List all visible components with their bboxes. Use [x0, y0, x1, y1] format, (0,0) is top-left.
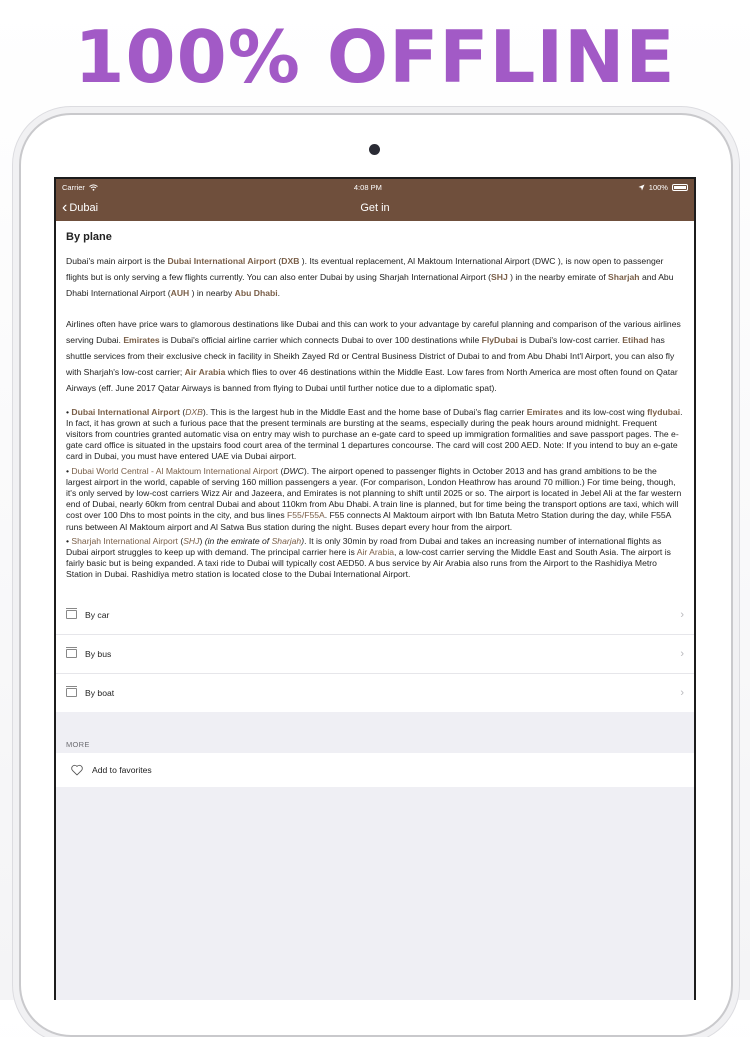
top-bar [56, 179, 694, 221]
navigation-bar [56, 195, 694, 221]
article-content [56, 221, 694, 596]
link-flydubai[interactable]: flydubai [647, 406, 681, 417]
link-sharjah[interactable]: Sharjah [271, 535, 302, 546]
battery-percent: 100% [648, 182, 668, 192]
text-run: which flies to over 46 destinations within the Middle East. Low fares from North America are most often found on Qatar Airways (eff. June 2017 Qatar Airways is banned from flying to Dubai until further notice due to a diplomatic spat). [66, 367, 678, 394]
section-row-by-boat[interactable] [56, 673, 694, 712]
italic-run: (in the emirate of [204, 535, 272, 546]
link-emirates[interactable]: Emirates [123, 334, 160, 345]
text-run: Airlines often have price wars to glamorous destinations like Dubai and this can work to your advantage by careful planning and comparison of the various airlines serving Dubai. [66, 318, 681, 345]
airport-list [66, 407, 684, 581]
section-row-label: By car [85, 609, 110, 620]
add-to-favorites-label: Add to favorites [92, 764, 152, 775]
nav-title: Get in [360, 202, 390, 214]
link-shj[interactable]: SHJ [183, 535, 200, 546]
promo-headline: 100% OFFLINE [74, 15, 676, 99]
link-sharjah-international-airport[interactable]: Sharjah International Airport [71, 535, 178, 546]
link-shj[interactable]: SHJ [491, 272, 508, 283]
chevron-right-icon: › [680, 686, 684, 699]
text-run: is Dubai's official airline carrier which connects Dubai to over 100 destinations while [159, 334, 482, 345]
text-run: ) in the nearby emirate of [507, 272, 609, 283]
text-run: has shuttle services from their exclusive check in facility in Sheikh Zayed Rd or Central Business District of Dubai to and from Abu Dhabi Int'l Airport, you can also fly with Sharjah's low-cost carrier; [66, 334, 675, 378]
text-run: ). The airport opened to passenger flights in October 2013 and has grand ambitions to be the largest airport in the world, capable of serving 160 million passengers a year. (For comparison, London Heathrow has around 70 million.) For time being, though, it's only served by low-cost carriers Wizz Air and Jazeera, and Emirates is not planning to shift until 2025 or so. The airport is located in Jebel Ali at the far western end of Dubai, nearly 60km from central Dubai and about 110km from Abu Dhabi. A train line is planned, but for time being the transport options are taxi, which will cost over 100 Dhs to most points in the city, and bus lines [66, 465, 682, 521]
link-dubai-international-airport[interactable]: Dubai International Airport [71, 406, 180, 417]
text-run: is Dubai's low-cost carrier. [517, 334, 623, 345]
book-icon [66, 610, 77, 619]
link-dxb[interactable]: DXB [281, 256, 300, 266]
text-run: . It is only 30min by road from Dubai and takes an increasing number of international flights as Dubai airport struggles to keep up with demand. The principal carrier here is [66, 535, 662, 558]
link-dubai-international-airport[interactable]: Dubai International Airport [167, 256, 277, 266]
text-run: ) in nearby [189, 288, 235, 299]
list-item [66, 536, 684, 581]
status-time: 4:08 PM [353, 182, 382, 192]
section-list [56, 596, 694, 712]
link-f55-bus[interactable]: F55/F55A [287, 510, 325, 521]
list-item [66, 407, 684, 463]
add-to-favorites-button[interactable] [56, 753, 694, 787]
paragraph-airlines [66, 316, 684, 397]
link-dxb[interactable]: DXB [185, 406, 203, 417]
link-etihad[interactable]: Etihad [622, 334, 649, 345]
text-run: ). Its eventual replacement, Al Maktoum International Airport (DWC ), is now open to passenger flights but is only serving a few flights currently. You can also enter Dubai by using Sharjah International Airport ( [66, 256, 664, 283]
status-bar [56, 179, 694, 195]
section-row-by-bus[interactable] [56, 634, 694, 673]
link-abu-dhabi[interactable]: Abu Dhabi [234, 288, 278, 299]
section-row-label: By bus [85, 648, 112, 659]
text-run: ( [177, 535, 184, 546]
italic-run: DWC [283, 465, 304, 476]
link-auh[interactable]: AUH [170, 288, 190, 299]
heart-icon [70, 764, 84, 776]
text-run: . In fact, it has grown at such a furious pace that the present terminals are bursting at the seams, especially during the peak hours around midnight. Frequent visitors from countries granted automatic visa on entry may wish to purchase an e-gate card to speed up immigration formalities and save passport pages. The e-gate card office is situated in the upstairs food court area of the terminal 1 departures concourse. The card will cost 200 AED. Note: If you intend to buy an e-gate card in Dubai, you must have entered UAE via Dubai airport. [66, 406, 683, 462]
text-run: and Abu Dhabi International Airport ( [66, 272, 674, 299]
chevron-right-icon: › [680, 647, 684, 660]
link-sharjah[interactable]: Sharjah [608, 272, 640, 283]
section-row-by-car[interactable] [56, 596, 694, 634]
text-run: ) [199, 535, 205, 546]
app-screen [54, 177, 696, 1000]
book-icon [66, 649, 77, 658]
book-icon [66, 688, 77, 697]
battery-icon [672, 184, 688, 191]
italic-run: ) [301, 535, 305, 546]
section-row-label: By boat [85, 687, 115, 698]
section-heading: By plane [66, 231, 112, 243]
text-run: ( [179, 406, 186, 417]
back-button[interactable] [62, 201, 98, 215]
back-button-label: Dubai [69, 202, 99, 214]
paragraph-airports [66, 253, 684, 302]
carrier-label: Carrier [62, 182, 85, 192]
text-run: and its low-cost wing [563, 406, 648, 417]
chevron-left-icon: ‹ [62, 199, 68, 216]
link-flydubai[interactable]: FlyDubai [481, 334, 518, 345]
bullet-mark: • [66, 406, 72, 417]
text-run: Dubai's main airport is the [66, 256, 168, 266]
text-run: . F55 connects Al Maktoum airport with Ibn Batuta Metro Station during the day, while F55A runs between Al Maktoum airport and Al Satwa Bus station during the night. Buses depart every hour from the airport. [66, 510, 671, 532]
location-arrow-icon [638, 184, 645, 191]
list-item [66, 466, 684, 533]
wifi-icon [89, 184, 98, 191]
text-run: ( [278, 465, 284, 476]
link-air-arabia[interactable]: Air Arabia [356, 547, 395, 558]
link-emirates[interactable]: Emirates [526, 406, 564, 417]
bullet-mark: • [66, 465, 72, 476]
more-section-header: MORE [66, 739, 90, 749]
text-run: ( [276, 256, 282, 266]
camera-dot [369, 144, 380, 155]
link-dubai-world-central[interactable]: Dubai World Central - Al Maktoum International Airport [71, 465, 279, 476]
bullet-mark: • [66, 535, 72, 546]
text-run: ). This is the largest hub in the Middle East and the home base of Dubai's flag carrier [202, 406, 527, 417]
text-run: , a low-cost carrier serving the Middle East and South Asia. The airport is fairly basic but is being expanded. A taxi ride to Dubai will typically cost AED50. A bus service by Air Arabia also runs from the Airport to the Rashidiya Metro Station in Dubai. Rashidiya metro station is located close to the Dubai International Airport. [66, 547, 671, 580]
text-run: . [277, 288, 280, 299]
link-air-arabia[interactable]: Air Arabia [184, 367, 226, 378]
chevron-right-icon: › [680, 608, 684, 621]
